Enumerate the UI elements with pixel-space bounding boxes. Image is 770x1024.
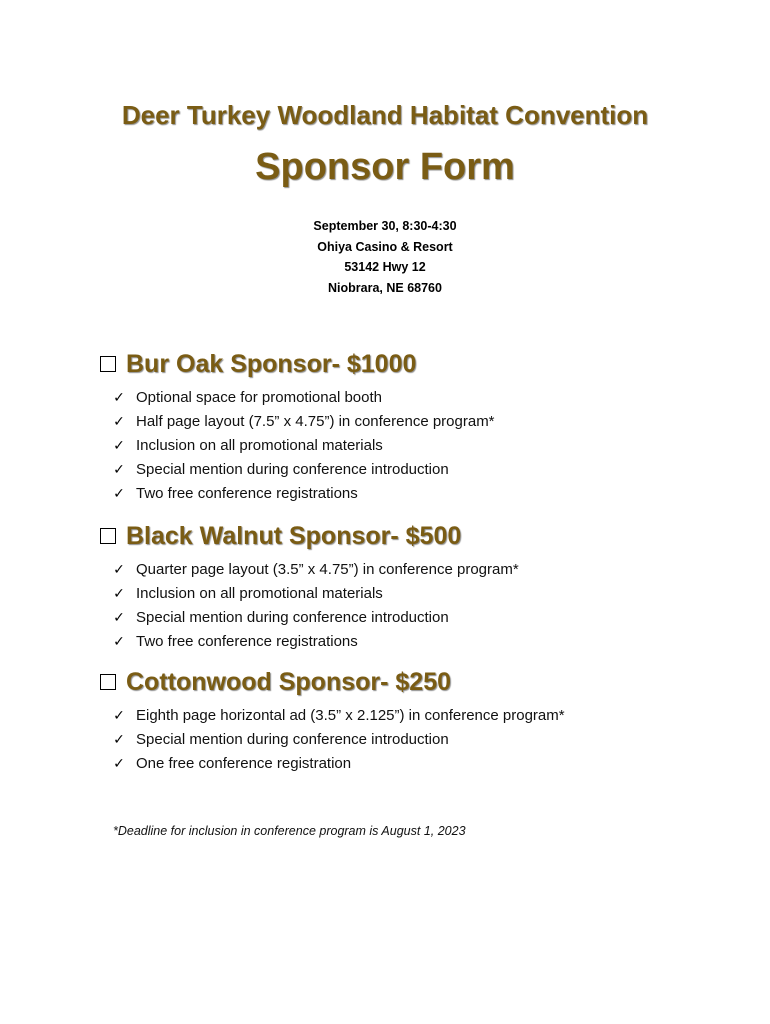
list-item: [100, 457, 720, 481]
deadline-footnote: *Deadline for inclusion in conference program is August 1, 2023: [113, 824, 466, 838]
event-venue: Ohiya Casino & Resort: [317, 239, 453, 254]
checkmark-icon: ✓: [113, 707, 125, 724]
checkmark-icon: ✓: [113, 754, 125, 771]
benefit-text: Two free conference registrations: [136, 484, 358, 502]
benefit-text: Special mention during conference introduction: [136, 460, 449, 478]
list-item: [100, 410, 720, 434]
benefit-text: Eighth page horizontal ad (3.5” x 2.125”) in conference program*: [136, 707, 565, 725]
benefit-text: Special mention during conference introduction: [136, 731, 449, 749]
benefit-text: Inclusion on all promotional materials: [136, 436, 383, 454]
tier-heading: [100, 346, 720, 382]
event-city: Niobrara, NE 68760: [328, 280, 442, 295]
tier-bur-oak: [100, 346, 720, 505]
tier-heading: [100, 664, 720, 700]
benefit-text: Two free conference registrations: [136, 632, 358, 650]
benefit-text: Quarter page layout (3.5” x 4.75”) in conference program*: [136, 561, 519, 579]
checkmark-icon: ✓: [113, 389, 125, 406]
empty-checkbox-icon[interactable]: [100, 674, 116, 690]
empty-checkbox-icon[interactable]: [100, 356, 116, 372]
list-item: [100, 606, 720, 630]
checkmark-icon: ✓: [113, 561, 125, 578]
benefit-text: Inclusion on all promotional materials: [136, 585, 383, 603]
list-item: [100, 386, 720, 410]
benefit-text: Special mention during conference introduction: [136, 608, 449, 626]
tier-title: Bur Oak Sponsor- $1000: [126, 349, 417, 378]
form-title: Sponsor Form: [255, 146, 515, 188]
checkmark-icon: ✓: [113, 484, 125, 501]
list-item: [100, 704, 720, 728]
list-item: [100, 582, 720, 606]
empty-checkbox-icon[interactable]: [100, 528, 116, 544]
event-address: 53142 Hwy 12: [344, 260, 426, 274]
list-item: [100, 629, 720, 653]
event-info: [0, 216, 770, 298]
list-item: [100, 752, 720, 776]
list-item: [100, 558, 720, 582]
checkmark-icon: ✓: [113, 608, 125, 625]
benefit-list: [100, 386, 720, 505]
checkmark-icon: ✓: [113, 460, 125, 477]
tier-title: Black Walnut Sponsor- $500: [126, 521, 462, 550]
list-item: [100, 728, 720, 752]
checkmark-icon: ✓: [113, 731, 125, 748]
benefit-text: Half page layout (7.5” x 4.75”) in conference program*: [136, 413, 495, 431]
list-item: [100, 481, 720, 505]
checkmark-icon: ✓: [113, 632, 125, 649]
benefit-text: One free conference registration: [136, 754, 352, 772]
benefit-list: [100, 558, 720, 653]
checkmark-icon: ✓: [113, 585, 125, 602]
tier-title: Cottonwood Sponsor- $250: [126, 667, 451, 696]
list-item: [100, 434, 720, 458]
tier-heading: [100, 518, 720, 554]
benefit-list: [100, 704, 720, 775]
convention-title: Deer Turkey Woodland Habitat Convention: [121, 100, 649, 130]
tier-black-walnut: [100, 518, 720, 653]
checkmark-icon: ✓: [113, 413, 125, 430]
tier-cottonwood: [100, 664, 720, 775]
benefit-text: Optional space for promotional booth: [136, 389, 382, 407]
checkmark-icon: ✓: [113, 436, 125, 453]
event-date-time: September 30, 8:30-4:30: [313, 219, 457, 233]
